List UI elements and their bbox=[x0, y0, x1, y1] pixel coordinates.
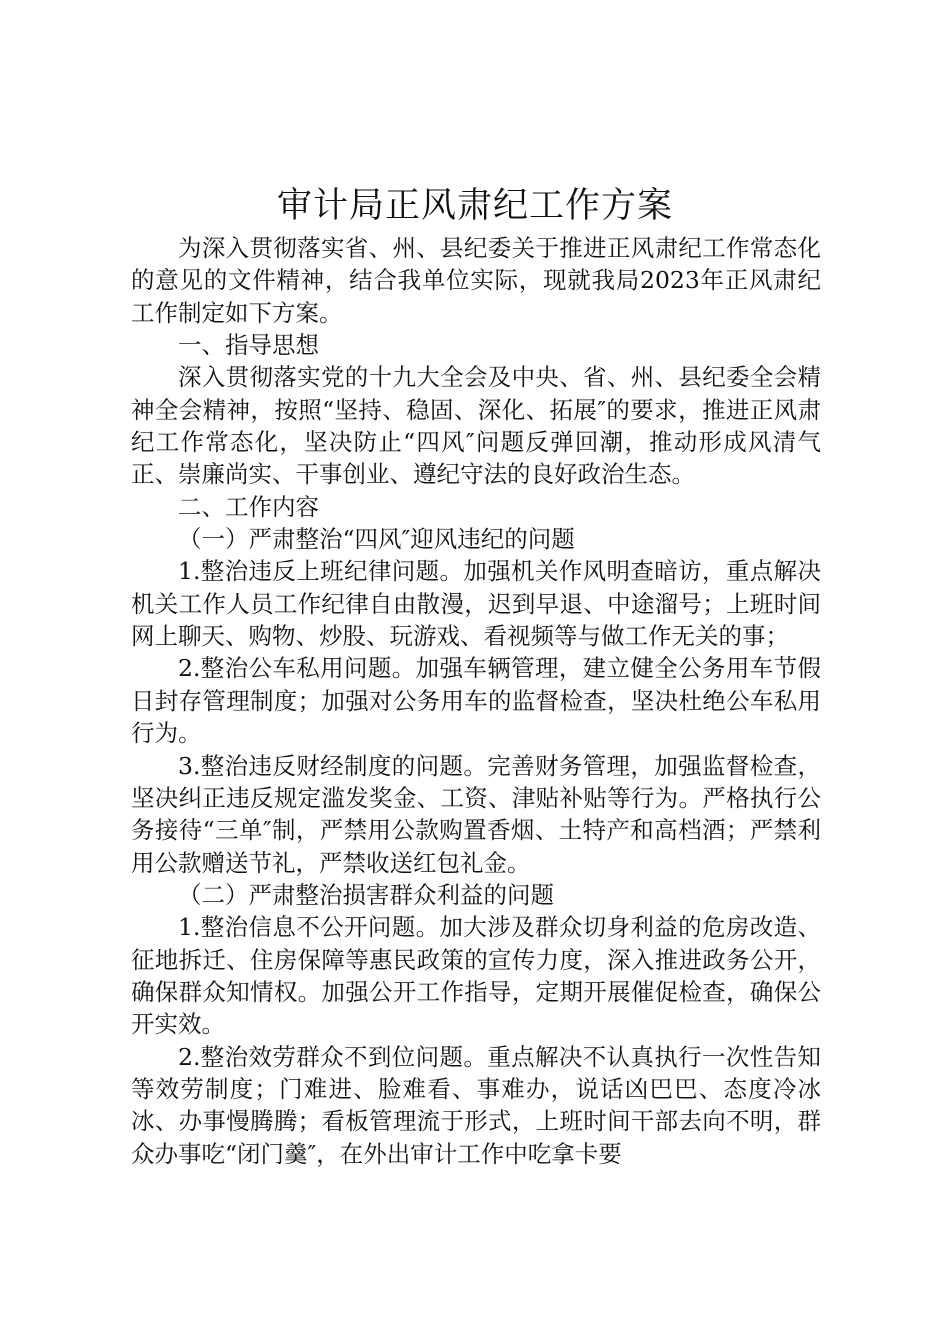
paragraph-financial-rules: 3.整治违反财经制度的问题。完善财务管理，加强监督检查，坚决纠正违反规定滥发奖金、工资、津贴补贴等行为。严格执行公务接待“三单″制，严禁用公款购置香烟、土特产和高档酒；严禁利用公款赠送节礼，严禁收送红包礼金。 bbox=[131, 751, 821, 877]
paragraph-work-discipline: 1.整治违反上班纪律问题。加强机关作风明查暗访，重点解决机关工作人员工作纪律自由散漫，迟到早退、中途溜号；上班时间网上聊天、购物、炒股、玩游戏、看视频等与做工作无关的事； bbox=[131, 557, 821, 651]
heading-guiding-ideology: 一、指导思想 bbox=[178, 331, 319, 360]
subheading-four-winds: （一）严肃整治“四风″迎风违纪的问题 bbox=[178, 525, 575, 554]
heading-work-content: 二、工作内容 bbox=[178, 492, 319, 521]
paragraph-guiding-ideology: 深入贯彻落实党的十九大全会及中央、省、州、县纪委全会精神全会精神，按照“坚持、稳固、深化、拓展″的要求，推进正风肃纪工作常态化，坚决防止“四风″问题反弹回潮，推动形成风清气正、崇廉尚实、干事创业、遵纪守法的良好政治生态。 bbox=[131, 363, 821, 489]
document-title: 审计局正风肃纪工作方案 bbox=[276, 186, 673, 226]
paragraph-official-vehicles: 2.整治公车私用问题。加强车辆管理，建立健全公务用车节假日封存管理制度；加强对公务用车的监督检查，坚决杜绝公车私用行为。 bbox=[131, 654, 821, 748]
paragraph-information-disclosure: 1.整治信息不公开问题。加大涉及群众切身利益的危房改造、征地拆迁、住房保障等惠民政策的宣传力度，深入推进政务公开，确保群众知情权。加强公开工作指导，定期开展催促检查，确保公开实效。 bbox=[131, 913, 821, 1039]
subheading-public-interest: （二）严肃整治损害群众利益的问题 bbox=[178, 880, 554, 909]
document-body bbox=[131, 232, 821, 1170]
paragraph-public-service: 2.整治效劳群众不到位问题。重点解决不认真执行一次性告知等效劳制度；门难进、脸难看、事难办，说话凶巴巴、态度冷冰冰、办事慢腾腾；看板管理流于形式，上班时间干部去向不明，群众办事吃“闭门羹″，在外出审计工作中吃拿卡要 bbox=[131, 1042, 821, 1168]
paragraph-intro: 为深入贯彻落实省、州、县纪委关于推进正风肃纪工作常态化的意见的文件精神，结合我单位实际，现就我局2023年正风肃纪工作制定如下方案。 bbox=[131, 234, 821, 327]
